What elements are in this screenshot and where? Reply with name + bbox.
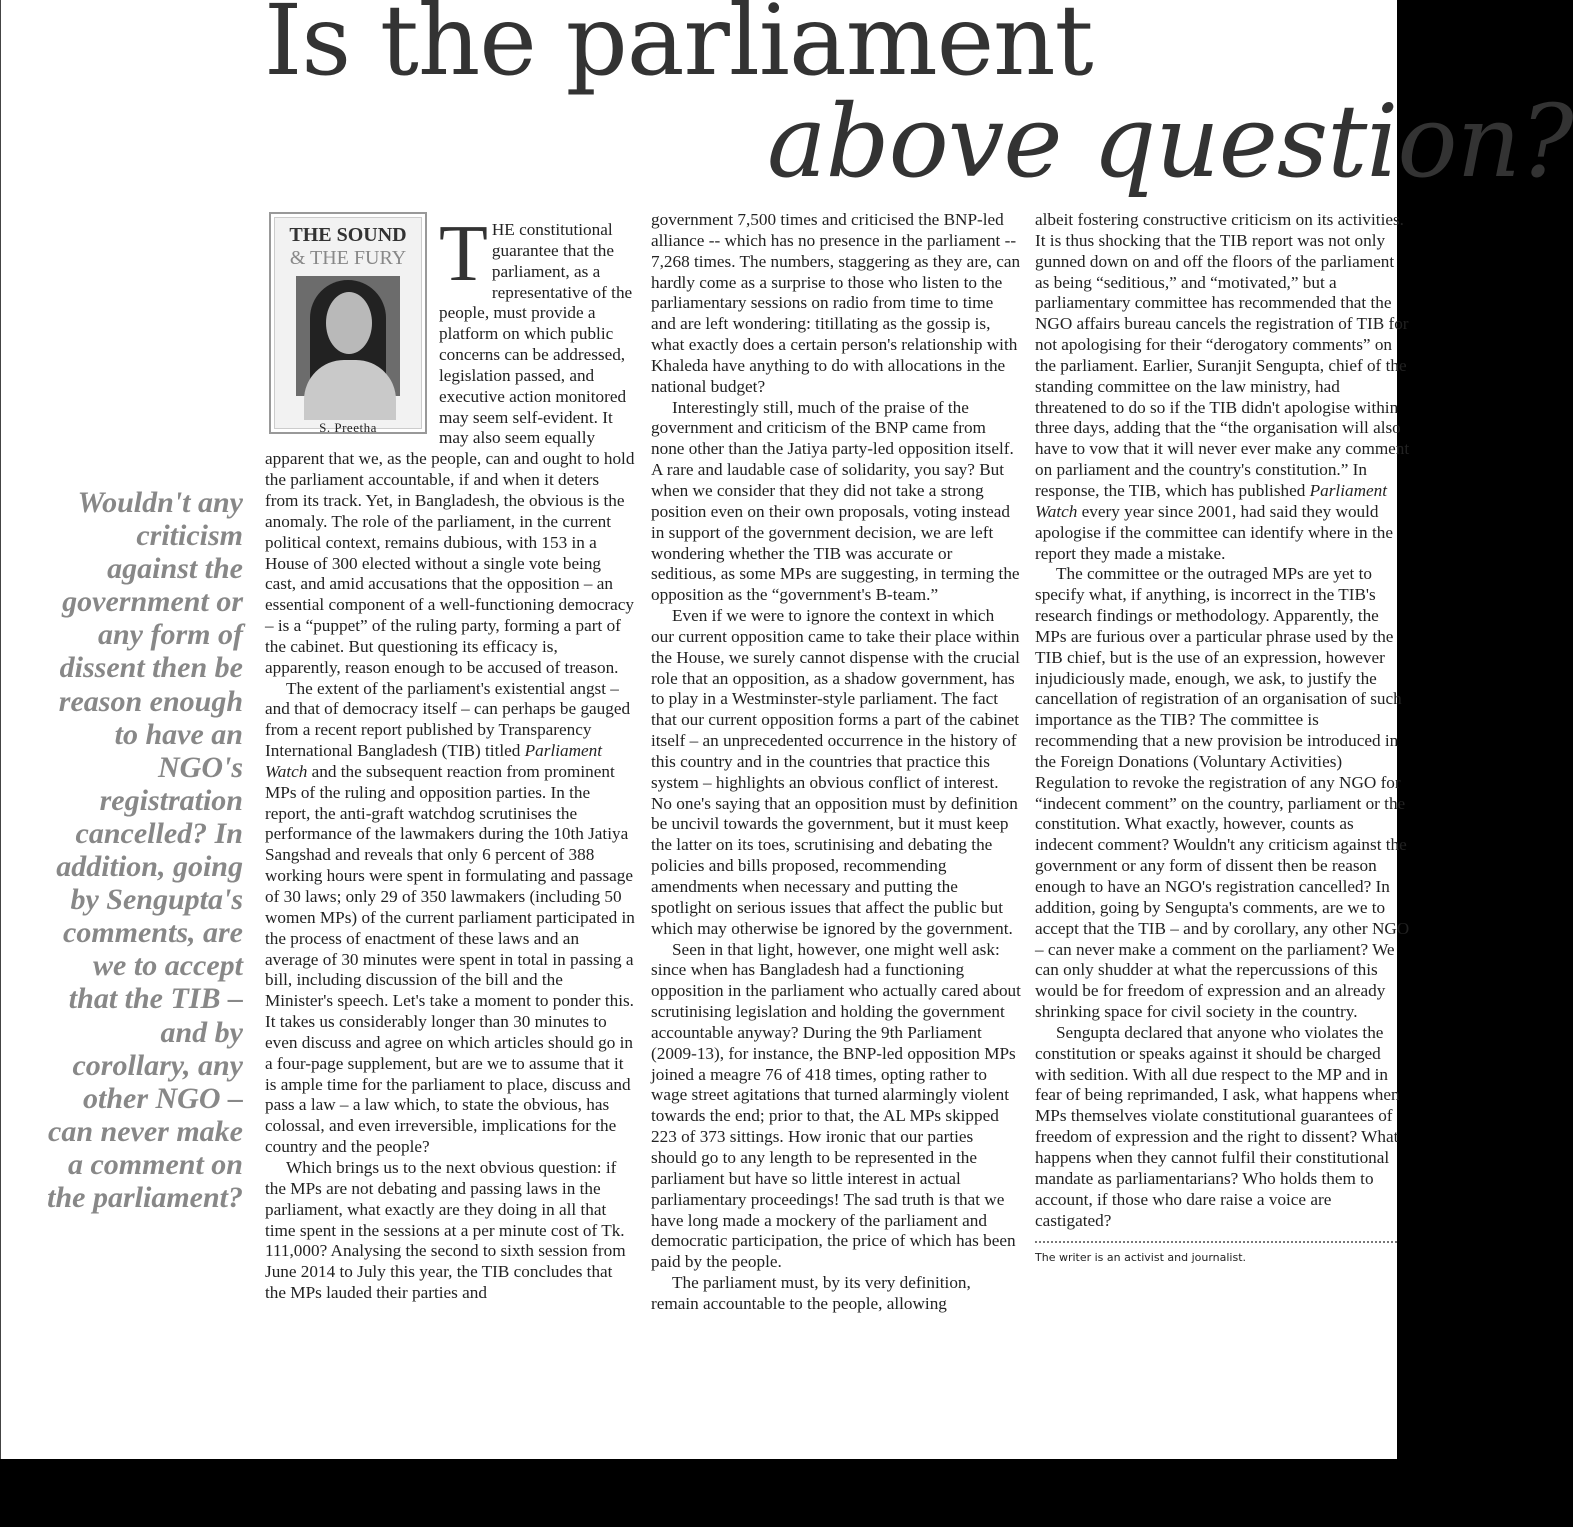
author-footnote: The writer is an activist and journalist. — [1035, 1251, 1247, 1265]
article-column-1 — [265, 210, 635, 1304]
series-title: THE SOUND — [289, 224, 407, 246]
author-photo — [296, 276, 400, 396]
article-paragraph: albeit fostering constructive criticism on its activities. It is thus shocking that the TIB report was not only gunned down on and off the floors of the parliament as being “seditious,” and “motivated,” but a parliamentary committee has recommended that the NGO affairs bureau cancels the registration of TIB for not apologising for their “derogatory comments” on the parliament. Earlier, Suranjit Sengupta, chief of the standing committee on the law ministry, had threatened to do so if the TIB didn't apologise within three days, adding that the “the organisation will also have to vow that it will never ever make any comment on parliament and the country's constitution.” In response, the TIB, which has published Parliament Watch every year since 2001, had said they would apologise if the committee can identify where in the report they made a mistake. — [1035, 210, 1410, 563]
article-column-3 — [1035, 210, 1410, 1265]
article-paragraph: The parliament must, by its very definition, remain accountable to the people, allowing — [651, 1273, 971, 1313]
series-subtitle: & THE FURY — [289, 247, 407, 269]
pull-quote: Wouldn't any criticism against the government or any form of dissent then be reason enough to have an NGO's registration cancelled? In addition, going by Sengupta's comments, are we to accept that the TIB – and by corollary, any other NGO – can never make a comment on the parliament? — [47, 486, 243, 1214]
article-paragraph: Sengupta declared that anyone who violates the constitution or speaks against it should be charged with sedition. With all due respect to the MP and in fear of being reprimanded, I ask, what happens when MPs themselves violate constitutional guarantees of freedom of expression and the right to dissent? What happens when they cannot fulfil their constitutional mandate as parliamentarians? Who holds them to account, if those who dare raise a voice are castigated? — [1035, 1022, 1400, 1230]
headline-line-2: above question? — [767, 83, 1573, 200]
article-paragraph: THE constitutional guarantee that the parliament, as a representative of the people, must provide a platform on which public concerns can be addressed, legislation passed, and executive action monitored may seem self-evident. It may also seem equally apparent that we, as the people, can and ought to hold the parliament accountable, if and when it deters from its track. Yet, in Bangladesh, the obvious is the anomaly. The role of the parliament, in the current political context, remains dubious, with 153 in a House of 300 elected without a single vote being cast, and amid accusations that the opposition – an essential component of a well-functioning democracy – is a “puppet” of the ruling party, forming a part of the cabinet. But questioning its efficacy is, apparently, reason enough to be accused of treason. — [265, 210, 635, 677]
article-paragraph: The extent of the parliament's existential angst – and that of democracy itself – can perhaps be gauged from a recent report published by Transparency International Bangladesh (TIB) titled Parliament Watch and the subsequent reaction from prominent MPs of the ruling and opposition parties. In the report, the anti-graft watchdog scrutinises the performance of the lawmakers during the 10th Jatiya Sangshad and reveals that only 6 percent of 388 working hours were spent in formulating and passage of 30 laws; only 29 of 350 lawmakers (including 50 women MPs) of the current parliament participated in the process of enactment of these laws and an average of 30 minutes were spent in total in passing a bill, including discussion of the bill and the Minister's speech. Let's take a moment to ponder this. It takes us considerably longer than 30 minutes to even discuss and agree on which articles should go in a four-page supplement, but are we to assume that it is ample time for the parliament to place, discuss and pass a law – a law which, to state the obvious, has colossal, and even irreversible, implications for the country and the people? — [265, 678, 635, 1157]
article-paragraph: Which brings us to the next obvious question: if the MPs are not debating and passing laws in the parliament, what exactly are they doing in all that time spent in the sessions at a per minute cost of Tk. 111,000? Analysing the second to sixth session from June 2014 to July this year, the TIB concludes that the MPs lauded their parties and — [265, 1157, 626, 1303]
footnote-divider — [1035, 1241, 1397, 1243]
article-paragraph: government 7,500 times and criticised the BNP-led alliance -- which has no presence in the parliament -- 7,268 times. The numbers, staggering as they are, can hardly come as a surprise to those who listen to the parliamentary sessions on radio from time to time and are left wondering: titillating as the gossip is, what exactly does a certain person's relationship with Khaleda have anything to do with allocations in the national budget? — [651, 210, 1021, 396]
article-paragraph: Even if we were to ignore the context in which our current opposition came to take their place within the House, we surely cannot dispense with the crucial role that an opposition, as a shadow government, has to play in a Westminster-style parliament. The fact that our current opposition forms a part of the cabinet itself – an unprecedented occurrence in the history of this country and in the countries that practice this system – highlights an obvious conflict of interest. No one's saying that an opposition must by definition be uncivil towards the government, but it must keep the latter on its toes, scrutinising and debating the policies and bills proposed, recommending amendments when necessary and putting the spotlight on serious issues that affect the public but which may otherwise be ignored by the government. — [651, 606, 1020, 938]
drop-cap: T — [439, 210, 488, 298]
article-paragraph: The committee or the outraged MPs are yet to specify what, if anything, is incorrect in the TIB's research findings or methodology. Apparently, the MPs are furious over a particular phrase used by the TIB chief, but is the use of an expression, however injudiciously made, enough, we ask, to justify the cancellation of registration of an organisation of such importance as the TIB? The committee is recommending that a new provision be introduced in the Foreign Donations (Voluntary Activities) Regulation to revoke the registration of any NGO for “indecent comment” on the country, parliament or the constitution. What exactly, however, counts as indecent comment? Wouldn't any criticism against the government or any form of dissent then be reason enough to have an NGO's registration cancelled? In addition, going by Sengupta's comments, are we to accept that the TIB – and by corollary, any other NGO – can never make a comment on the parliament? We can only shudder at what the repercussions of this would be for freedom of expression and an already shrinking space for civil society in the country. — [1035, 564, 1410, 1022]
column-byline-box — [269, 212, 427, 434]
article-paragraph: Interestingly still, much of the praise of the government and criticism of the BNP came from none other than the Jatiya party-led opposition itself. A rare and laudable case of solidarity, you say? But when we consider that they did not take a strong position even on their own proposals, voting instead in support of the government decision, we are left wondering whether the TIB was accurate or seditious, as some MPs are suggesting, in terming the opposition as the “government's B-team.” — [651, 397, 1020, 605]
author-name-line-2: S. Preetha — [319, 420, 377, 435]
article-column-2 — [651, 210, 1021, 1315]
headline-line-1: Is the parliament — [264, 0, 1093, 97]
article-paragraph: Seen in that light, however, one might well ask: since when has Bangladesh had a functioning opposition in the parliament who actually cared about scrutinising legislation and holding the government accountable anyway? During the 9th Parliament (2009-13), for instance, the BNP-led opposition MPs joined a meagre 76 of 418 times, opting rather to wage street agitations that turned alarmingly violent towards the end; prior to that, the AL MPs skipped 223 of 373 sittings. How ironic that our parties should go to any length to be represented in the parliament but have so little interest in actual parliamentary proceedings! The sad truth is that we have long made a mockery of the parliament and democratic participation, the price of which has been paid by the people. — [651, 939, 1021, 1272]
